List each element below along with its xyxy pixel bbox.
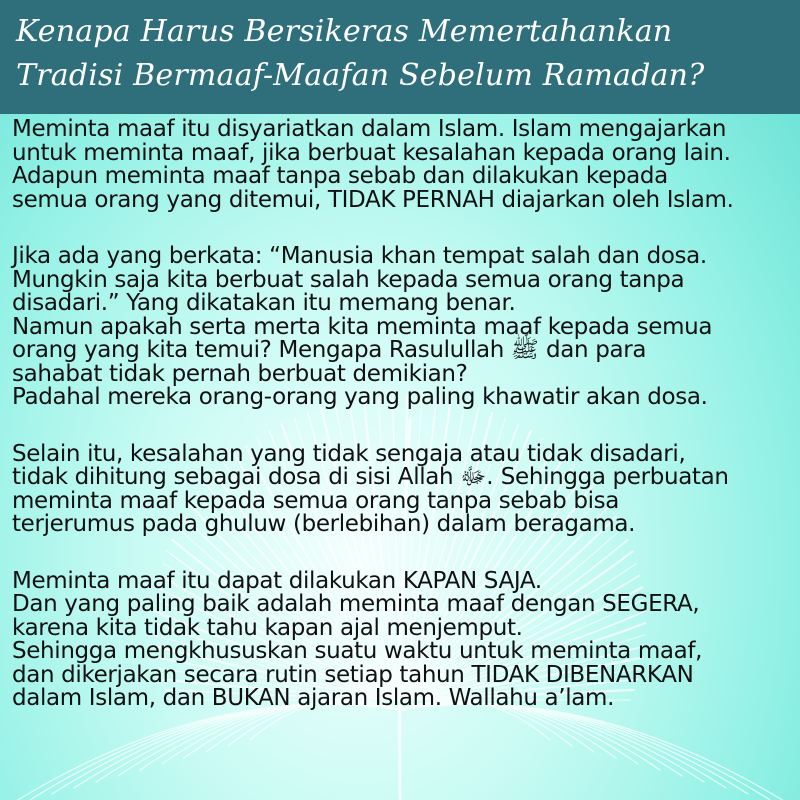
- paragraph-3: [12, 440, 788, 537]
- paragraph-4: [12, 567, 788, 711]
- text-line: semua orang yang ditemui, TIDAK PERNAH diajarkan oleh Islam.: [12, 186, 734, 213]
- paragraph-2: [12, 245, 788, 410]
- text-line: untuk meminta maaf, jika berbuat kesalahan kepada orang lain.: [12, 139, 731, 166]
- text-line: Selain itu, kesalahan yang tidak sengaja atau tidak disadari,: [12, 440, 686, 467]
- text-line: tidak dihitung sebagai dosa di sisi Allah ﷻ. Sehingga perbuatan: [12, 464, 729, 490]
- title-banner: [0, 0, 800, 114]
- text-line: Jika ada yang berkata: “Manusia khan tempat salah dan dosa.: [12, 243, 707, 269]
- text-line: Meminta maaf itu disyariatkan dalam Islam. Islam mengajarkan: [12, 116, 727, 142]
- text-line: meminta maaf kepada semua orang tanpa sebab bisa: [12, 487, 620, 514]
- article-body: [12, 118, 788, 744]
- text-line: terjerumus pada ghuluw (berlebihan) dalam beragama.: [12, 511, 636, 537]
- title-line-2: Tradisi Bermaaf-Maafan Sebelum Ramadan?: [16, 58, 705, 93]
- text-line: Mungkin saja kita berbuat salah kepada semua orang tanpa: [12, 266, 685, 293]
- text-line: sahabat tidak pernah berbuat demikian?: [12, 360, 468, 387]
- text-line: Adapun meminta maaf tanpa sebab dan dilakukan kepada: [12, 163, 668, 189]
- text-line: dalam Islam, dan BUKAN ajaran Islam. Wallahu a’lam.: [12, 685, 615, 711]
- text-line: Meminta maaf itu dapat dilakukan KAPAN SAJA.: [12, 567, 542, 594]
- text-line: dan dikerjakan secara rutin setiap tahun TIDAK DIBENARKAN: [12, 661, 694, 688]
- title-line-1: Kenapa Harus Bersikeras Memertahankan: [16, 14, 673, 49]
- text-line: Dan yang paling baik adalah meminta maaf dengan SEGERA,: [12, 591, 700, 617]
- paragraph-1: [12, 118, 788, 212]
- text-line: Padahal mereka orang-orang yang paling khawatir akan dosa.: [12, 384, 708, 410]
- text-line: karena kita tidak tahu kapan ajal menjemput.: [12, 614, 523, 641]
- text-line: orang yang kita temui? Mengapa Rasulullah ﷺ dan para: [12, 337, 647, 363]
- text-line: disadari.” Yang dikatakan itu memang benar.: [12, 290, 516, 316]
- text-line: Namun apakah serta merta kita meminta maaf kepada semua: [12, 313, 713, 340]
- text-line: Sehingga mengkhususkan suatu waktu untuk meminta maaf,: [12, 638, 703, 664]
